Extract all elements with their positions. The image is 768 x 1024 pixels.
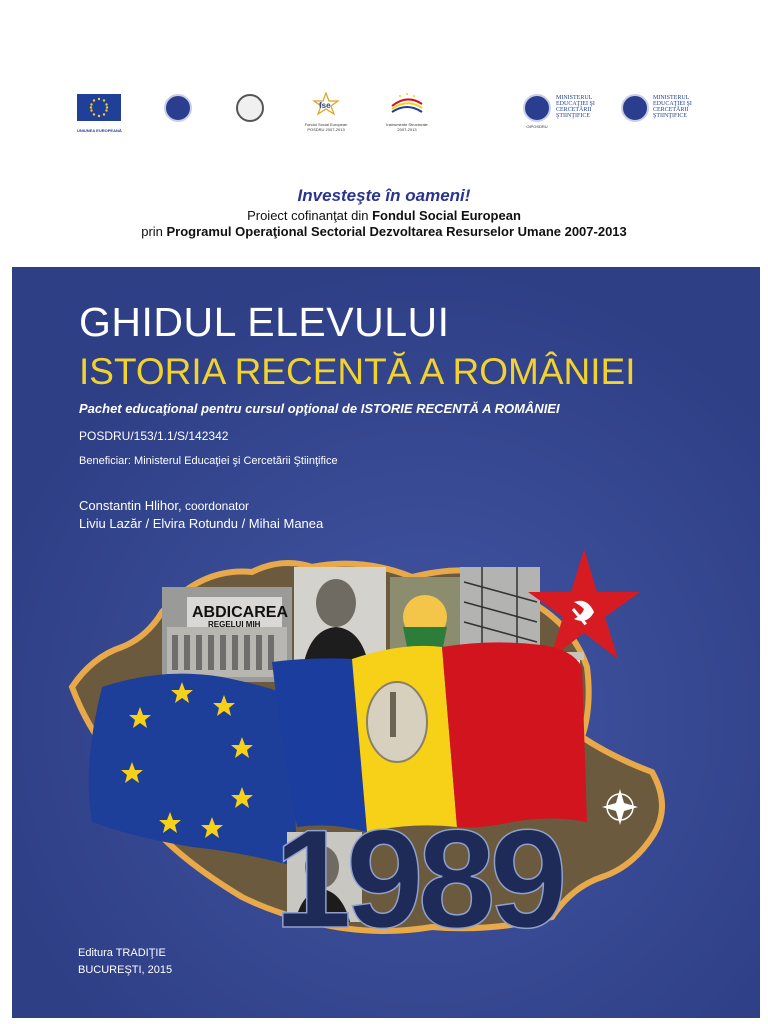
fse-caption: Fondul Social European POSDRU 2007-2013 <box>304 122 348 132</box>
project-code: POSDRU/153/1.1/S/142342 <box>79 429 229 443</box>
eu-caption: UNIUNEA EUROPEANĂ <box>77 128 122 133</box>
year-1989: 1989 <box>274 800 562 957</box>
structural-instruments-caption: Instrumente Structurale 2007-2013 <box>386 122 428 132</box>
fse-logo <box>310 92 342 121</box>
publisher-city-year: BUCUREŞTI, 2015 <box>78 964 173 976</box>
publisher-block <box>78 945 172 979</box>
cover-title: GHIDUL ELEVULUI <box>79 299 450 345</box>
svg-text:fse: fse <box>319 101 331 110</box>
flag-hole-image <box>367 682 427 762</box>
cover-subtitle: ISTORIA RECENTĂ A ROMÂNIEI <box>79 351 636 392</box>
cofinancing-line: Proiect cofinanţat din Fondul Social European <box>247 208 521 223</box>
collage-king-headline: REGELUI MIH <box>208 620 261 629</box>
romania-government-seal-icon <box>164 94 192 122</box>
ministry-name-2: MINISTERUL EDUCAŢIEI ŞI CERCETĂRII ŞTIINŢIFICE <box>653 95 692 119</box>
logo-strip <box>0 88 768 138</box>
authors-block <box>79 497 323 532</box>
package-description: Pachet educaţional pentru cursul opţional de ISTORIE RECENTĂ A ROMÂNIEI <box>79 401 560 416</box>
book-cover <box>12 267 760 1018</box>
collage-abdication-headline: ABDICAREA <box>192 604 288 621</box>
authors-list: Liviu Lazăr / Elvira Rotundu / Mihai Manea <box>79 516 324 531</box>
coordinator-role: coordonator <box>181 499 250 513</box>
oiposdru-caption: OIPOSDRU <box>526 124 548 129</box>
publisher-name: Editura TRADIŢIE <box>78 947 166 959</box>
slogan: Investeşte în oameni! <box>297 186 471 205</box>
eu-flag-logo <box>77 94 121 121</box>
program-line: prin Programul Operaţional Sectorial Dezvoltarea Resurselor Umane 2007-2013 <box>141 224 627 239</box>
ministry-seal-icon <box>621 94 649 122</box>
amposdru-seal-icon <box>236 94 264 122</box>
project-header <box>0 186 768 240</box>
structural-instruments-logo <box>390 92 424 123</box>
coordinator-name: Constantin Hlihor, <box>79 498 182 513</box>
beneficiary: Beneficiar: Ministerul Educaţiei şi Cercetării Ştiinţifice <box>79 455 338 467</box>
ministry-name-1: MINISTERUL EDUCAŢIEI ŞI CERCETĂRII ŞTIINŢIFICE <box>556 95 595 119</box>
oiposdru-seal-icon <box>523 94 551 122</box>
